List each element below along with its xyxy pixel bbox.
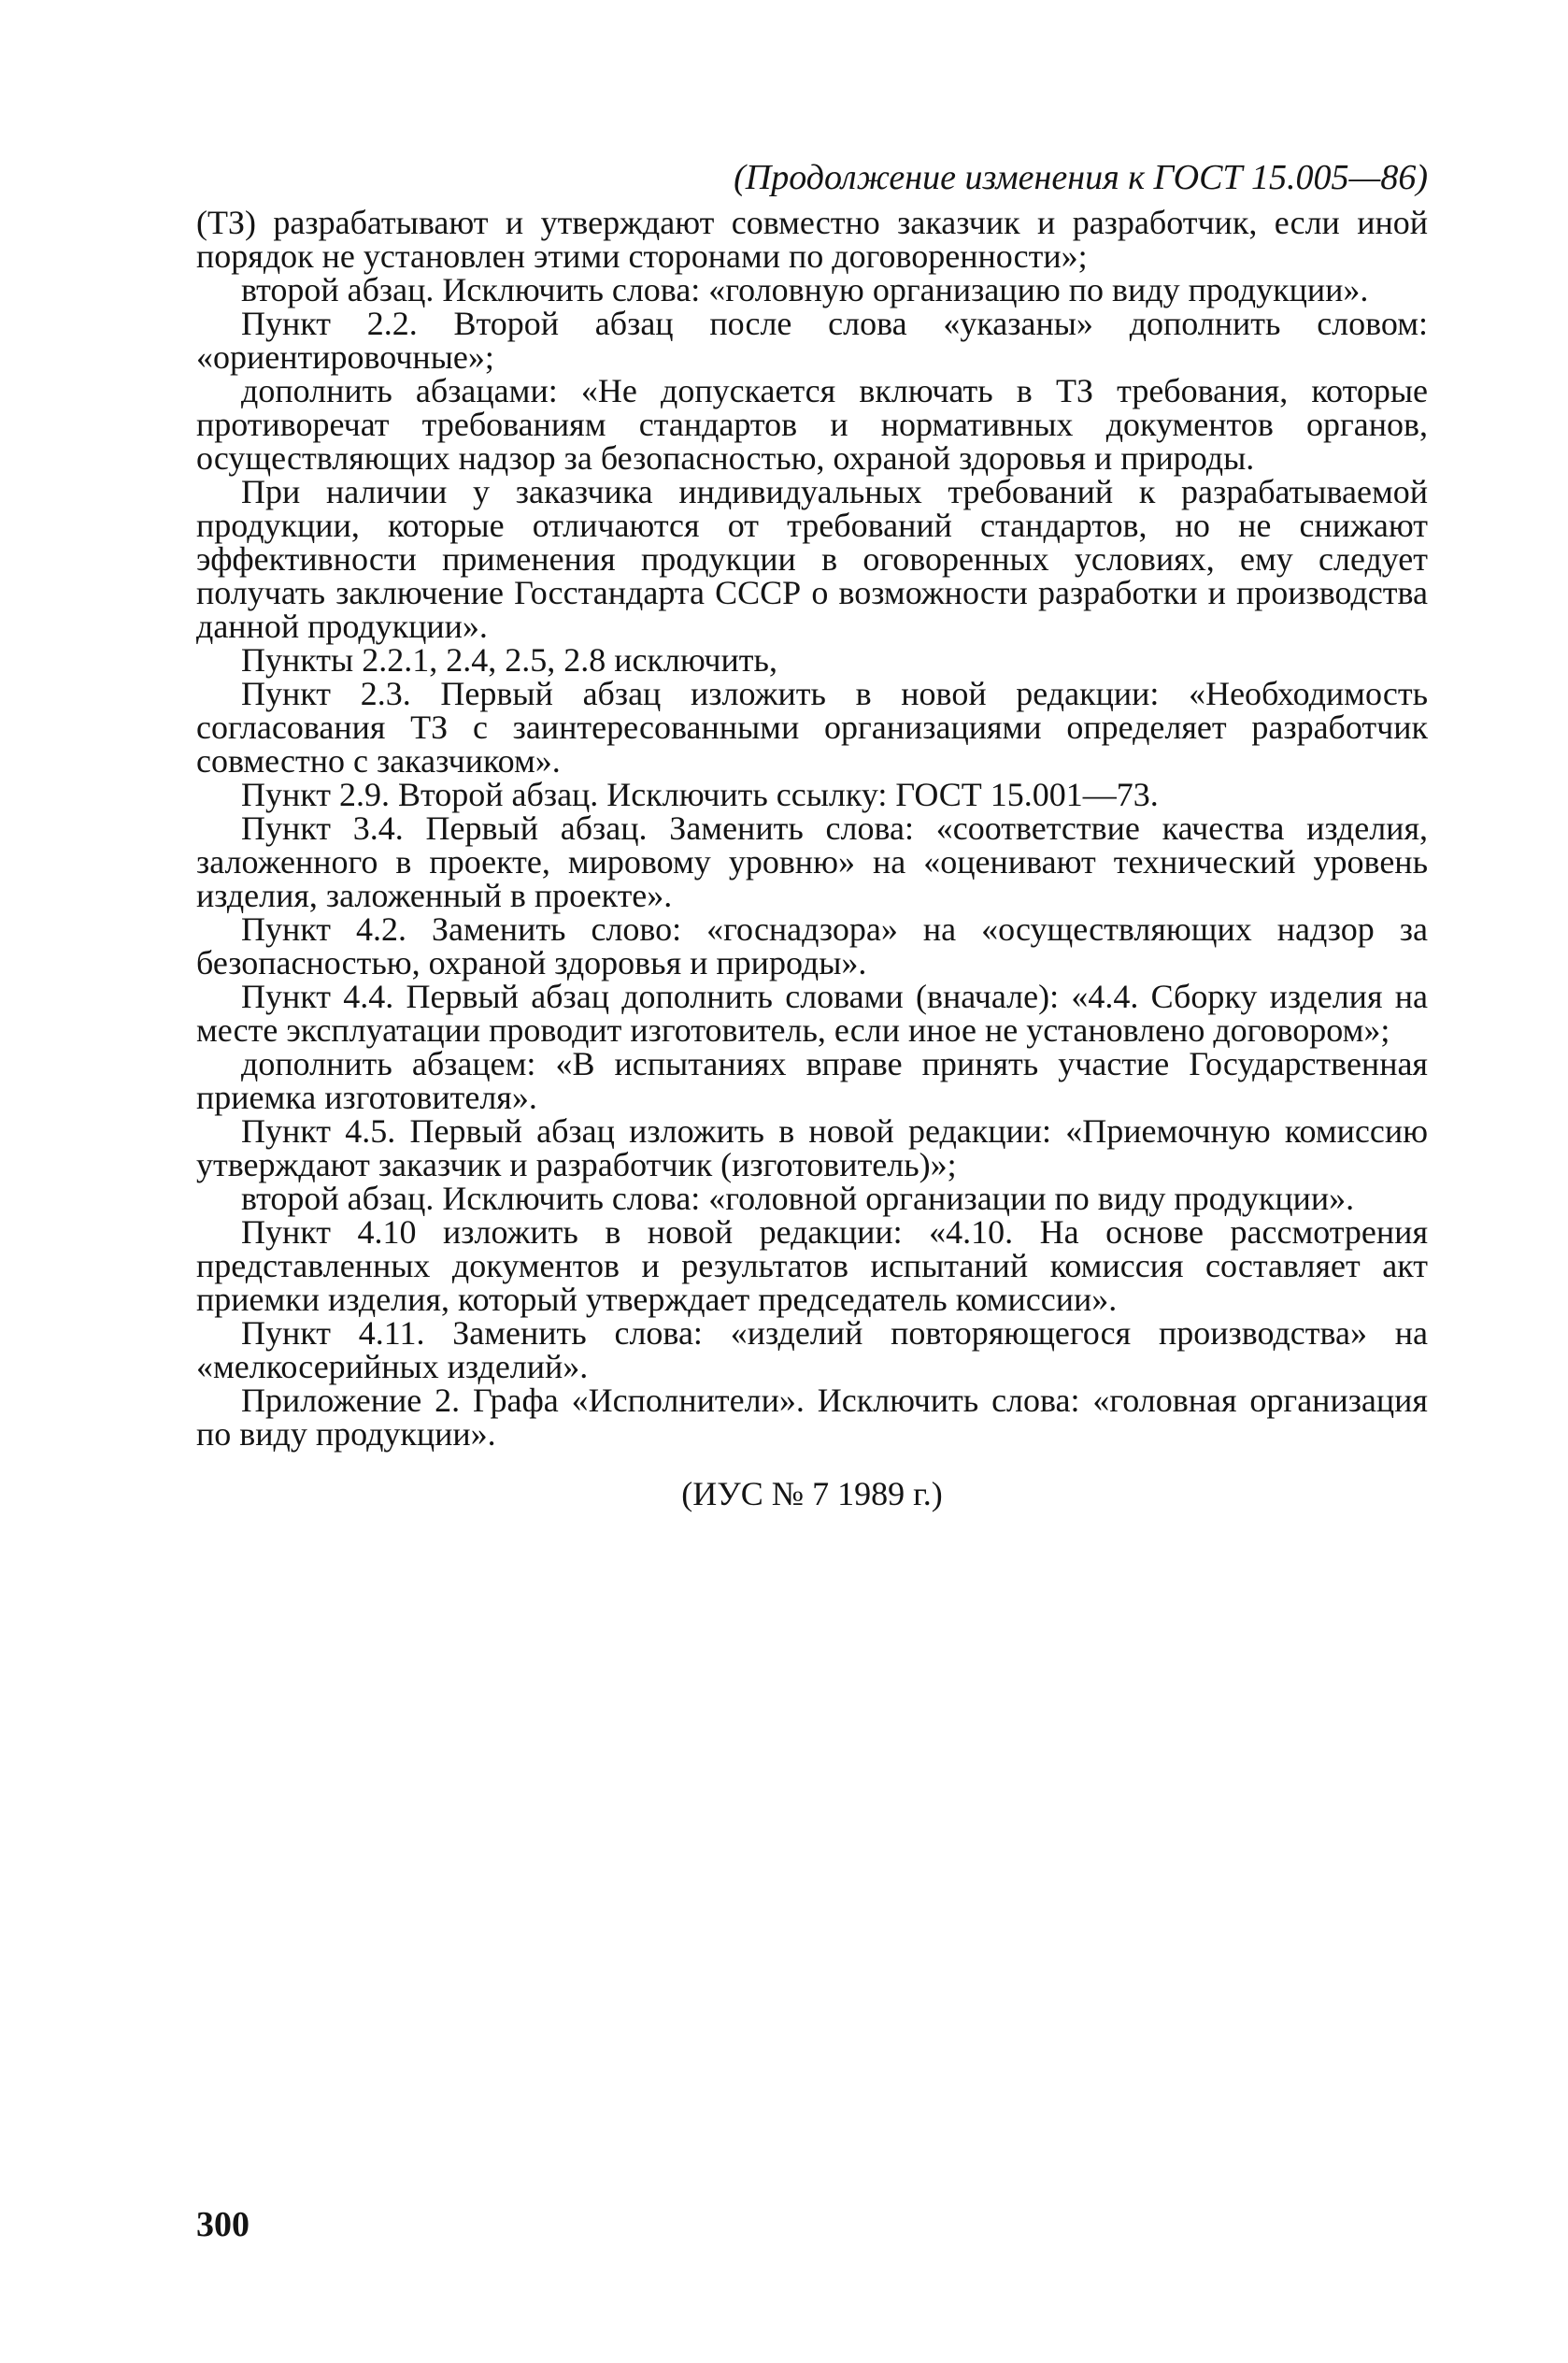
paragraph: (ТЗ) разрабатывают и утверждают совместно заказчик и разработчик, если иной порядок не установлен этими сторонами по договоренности»; — [196, 204, 1428, 275]
paragraph: второй абзац. Исключить слова: «головную организацию по виду продукции». — [241, 271, 1369, 308]
document-page — [196, 157, 1428, 1512]
paragraph: второй абзац. Исключить слова: «головной организации по виду продукции». — [241, 1180, 1355, 1217]
paragraph: Пункты 2.2.1, 2.4, 2.5, 2.8 исключить, — [241, 641, 777, 679]
paragraph: Пункт 4.4. Первый абзац дополнить словами (вначале): «4.4. Сборку изделия на месте эксплуатации проводит изготовитель, если иное не установлено договором»; — [196, 978, 1428, 1049]
paragraph: Пункт 4.10 изложить в новой редакции: «4.10. На основе рассмотрения представленных документов и результатов испытаний комиссия составляет акт приемки изделия, который утверждает председатель комиссии». — [196, 1213, 1428, 1318]
source-note: (ИУС № 7 1989 г.) — [681, 1475, 943, 1512]
paragraph: Пункт 4.5. Первый абзац изложить в новой редакции: «Приемочную комиссию утверждают заказчик и разработчик (изготовитель)»; — [196, 1112, 1428, 1183]
paragraph: Пункт 2.2. Второй абзац после слова «указаны» дополнить словом: «ориентировочные»; — [196, 305, 1428, 376]
paragraph: При наличии у заказчика индивидуальных требований к разрабатываемой продукции, которые отличаются от требований стандартов, но не снижают эффективности применения продукции в оговоренных условиях, ему следует получать заключение Госстандарта СССР о возможности разработки и производства данной продукции». — [196, 473, 1428, 645]
document-body — [196, 206, 1428, 1451]
page-header: (Продолжение изменения к ГОСТ 15.005—86) — [734, 158, 1428, 197]
paragraph: Пункт 2.9. Второй абзац. Исключить ссылку: ГОСТ 15.001—73. — [241, 776, 1159, 813]
paragraph: Пункт 2.3. Первый абзац изложить в новой редакции: «Необходимость согласования ТЗ с заинтересованными организациями определяет разработчик совместно с заказчиком». — [196, 675, 1428, 780]
paragraph: Пункт 3.4. Первый абзац. Заменить слова: «соответствие качества изделия, заложенного в проекте, мировому уровню» на «оценивают технический уровень изделия, заложенный в проекте». — [196, 809, 1428, 914]
paragraph: Пункт 4.2. Заменить слово: «госнадзора» на «осуществляющих надзор за безопасностью, охраной здоровья и природы». — [196, 910, 1428, 981]
paragraph: дополнить абзацами: «Не допускается включать в ТЗ требования, которые противоречат требованиям стандартов и нормативных документов органов, осуществляющих надзор за безопасностью, охраной здоровья и природы. — [196, 372, 1428, 477]
paragraph: Приложение 2. Графа «Исполнители». Исключить слова: «головная организация по виду продукции». — [196, 1382, 1428, 1453]
paragraph: дополнить абзацем: «В испытаниях вправе принять участие Государственная приемка изготовителя». — [196, 1045, 1428, 1116]
page-number: 300 — [196, 2205, 249, 2244]
paragraph: Пункт 4.11. Заменить слова: «изделий повторяющегося производства» на «мелкосерийных изделий». — [196, 1314, 1428, 1385]
